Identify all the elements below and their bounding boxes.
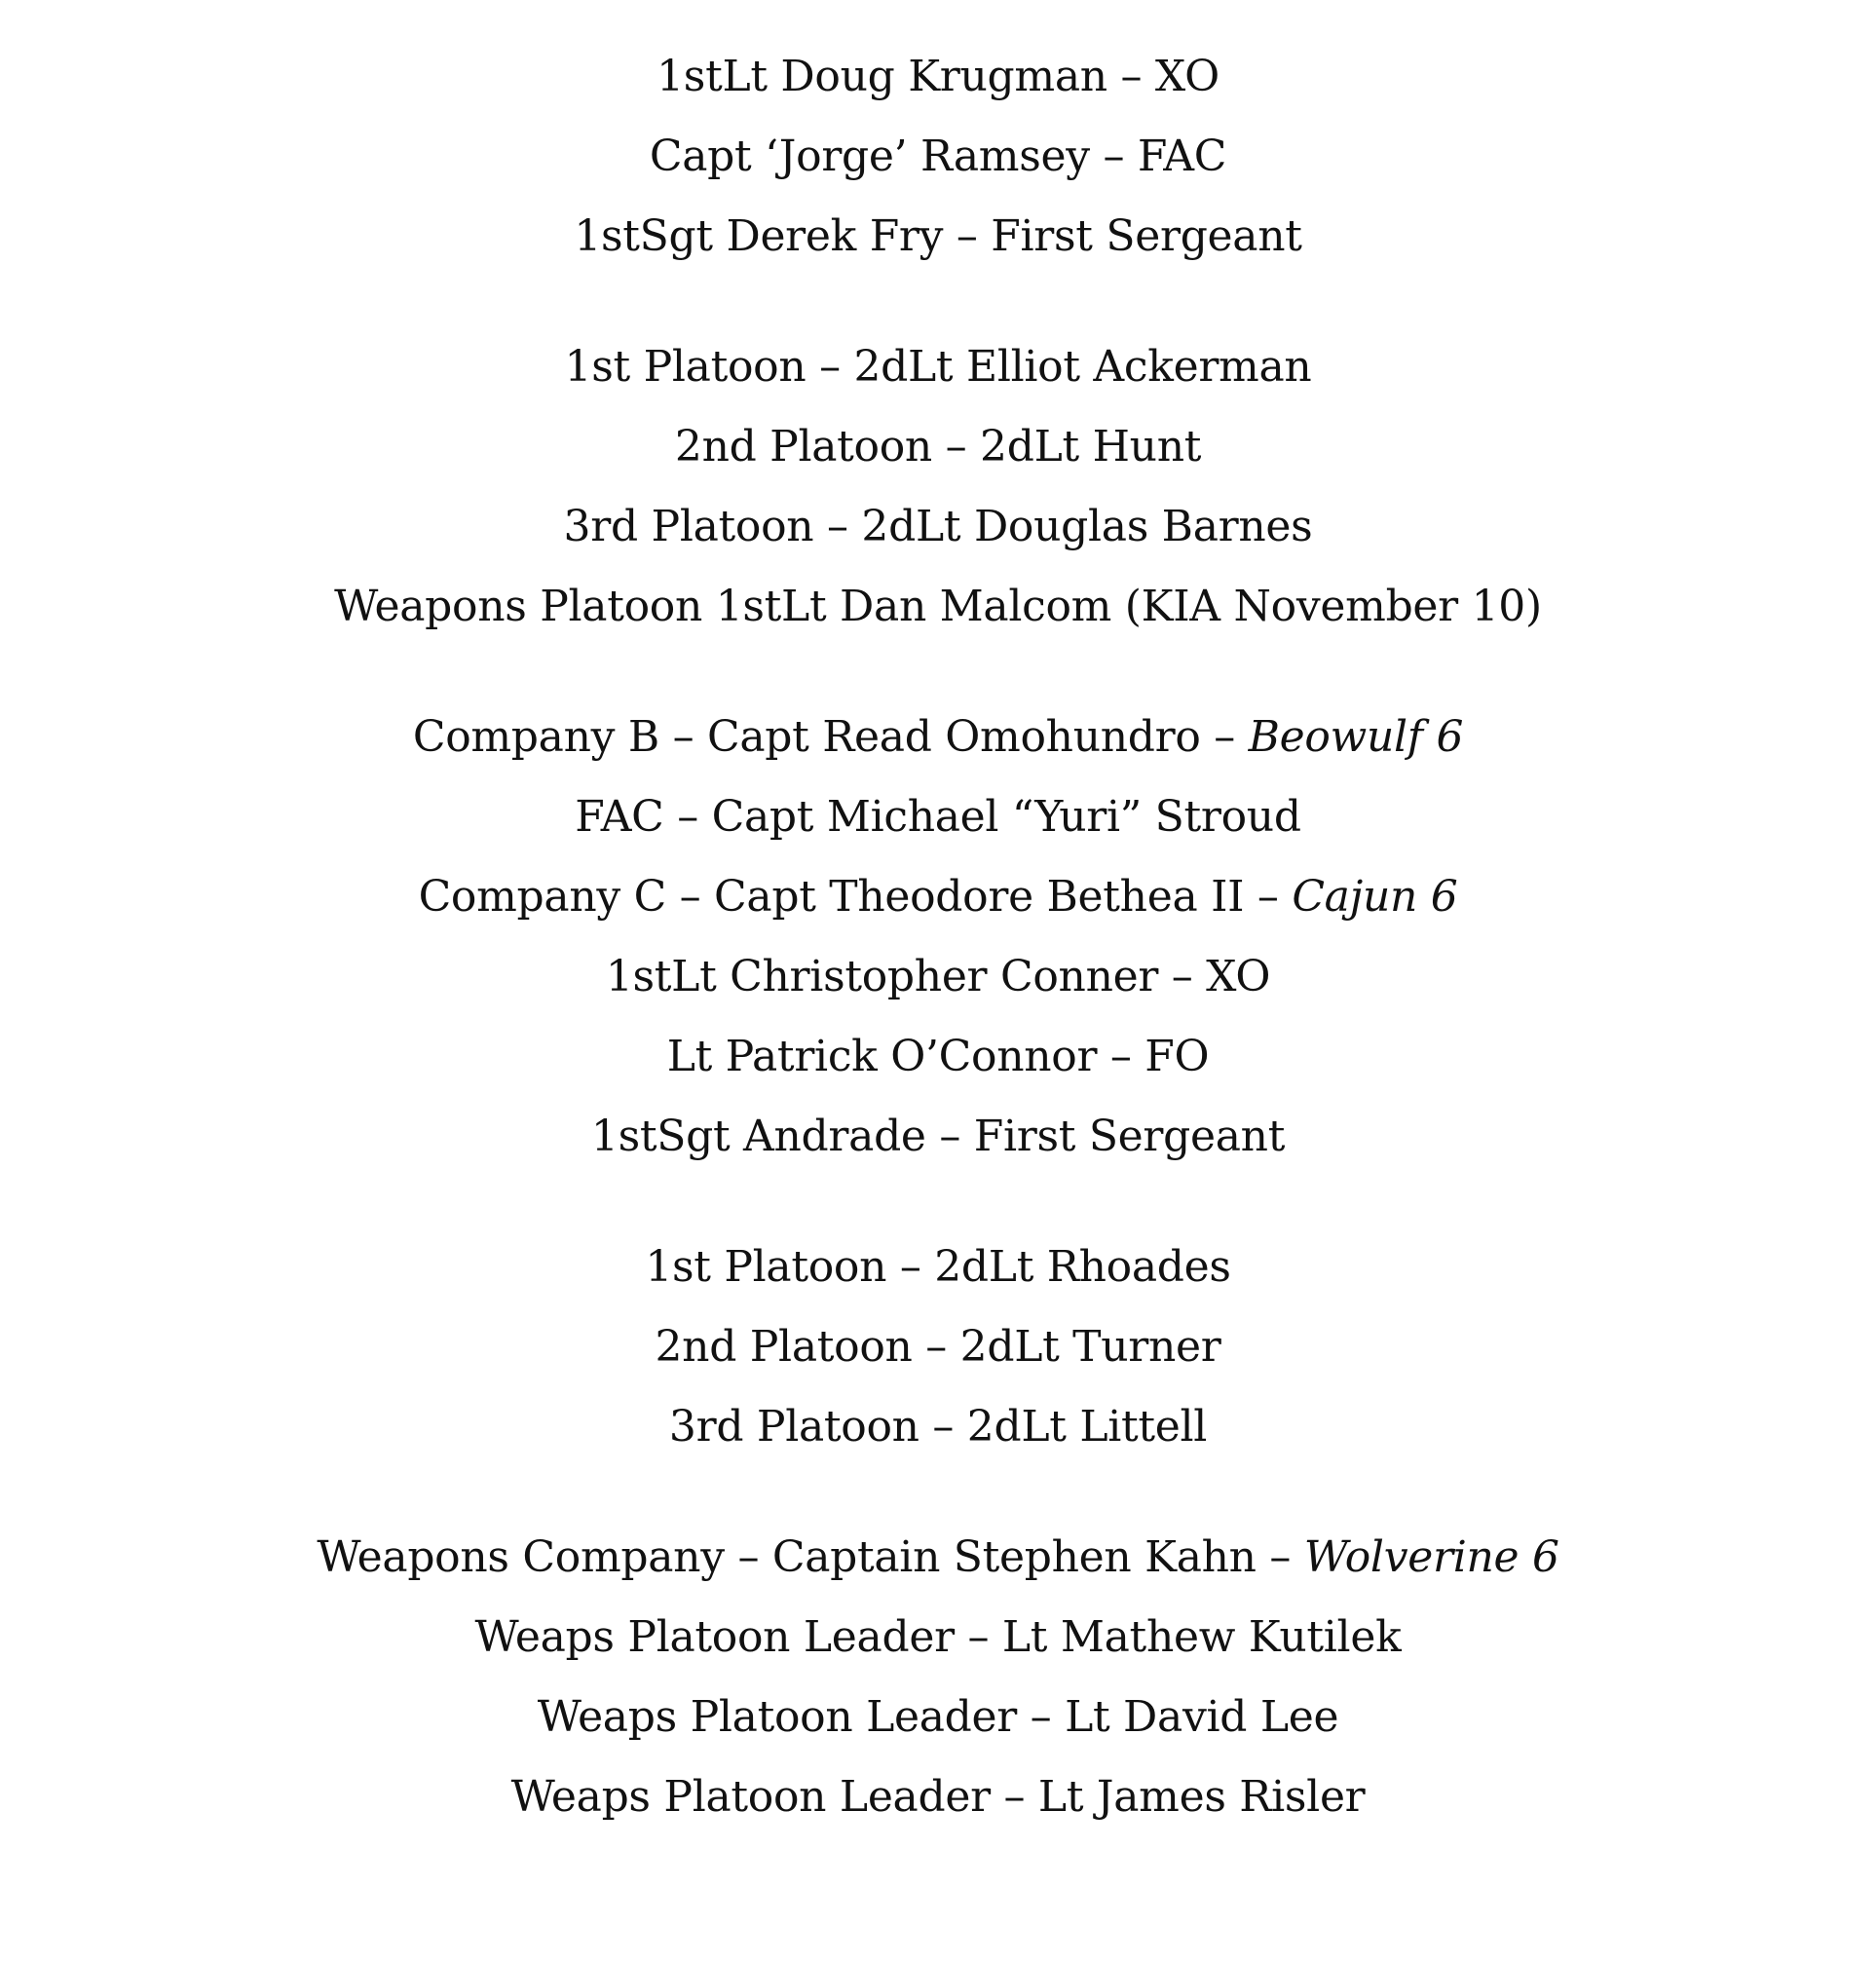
roster-line	[0, 1387, 1876, 1467]
roster-line	[0, 487, 1876, 567]
roster-text: Lt Patrick O’Connor – FO	[666, 1032, 1210, 1081]
roster-line	[0, 1518, 1876, 1598]
roster-line	[0, 698, 1876, 777]
roster-text: 3rd Platoon – 2dLt Douglas Barnes	[563, 502, 1313, 551]
roster-line	[0, 1307, 1876, 1387]
call-sign: Wolverine 6	[1303, 1532, 1559, 1582]
roster-group-company-c-platoons	[0, 1227, 1876, 1467]
roster-line	[0, 777, 1876, 857]
roster-text: 1st Platoon – 2dLt Elliot Ackerman	[564, 342, 1312, 392]
roster-text: 1st Platoon – 2dLt Rhoades	[645, 1242, 1231, 1292]
call-sign: Cajun 6	[1292, 872, 1458, 922]
roster-text: Weaps Platoon Leader – Lt James Risler	[510, 1772, 1366, 1822]
roster-group-company-a-staff	[0, 37, 1876, 277]
roster-line	[0, 857, 1876, 937]
roster-text: 3rd Platoon – 2dLt Littell	[668, 1402, 1208, 1452]
roster-text: 2nd Platoon – 2dLt Turner	[655, 1322, 1221, 1372]
roster-text: Weaps Platoon Leader – Lt Mathew Kutilek	[474, 1612, 1402, 1662]
roster-line	[0, 407, 1876, 487]
roster-line	[0, 37, 1876, 117]
roster-text: Weapons Platoon 1stLt Dan Malcom (KIA November 10)	[334, 582, 1542, 631]
roster-line	[0, 567, 1876, 647]
roster-text: 1stSgt Derek Fry – First Sergeant	[574, 211, 1302, 261]
roster-text: Weaps Platoon Leader – Lt David Lee	[537, 1692, 1339, 1742]
roster-line	[0, 1227, 1876, 1307]
roster-document	[0, 37, 1876, 1837]
roster-text: 1stLt Doug Krugman – XO	[657, 52, 1219, 101]
roster-line	[0, 327, 1876, 407]
call-sign: Beowulf 6	[1248, 712, 1464, 762]
roster-line	[0, 197, 1876, 277]
roster-text: 1stLt Christopher Conner – XO	[605, 952, 1271, 1001]
roster-line	[0, 117, 1876, 197]
roster-group-company-a-platoons	[0, 327, 1876, 647]
roster-line	[0, 1757, 1876, 1837]
roster-group-weapons-company	[0, 1518, 1876, 1837]
roster-text: Company C – Capt Theodore Bethea II –	[418, 872, 1293, 922]
roster-line	[0, 1678, 1876, 1757]
roster-text: FAC – Capt Michael “Yuri” Stroud	[575, 792, 1301, 842]
roster-line	[0, 1017, 1876, 1097]
roster-text: Capt ‘Jorge’ Ramsey – FAC	[649, 132, 1227, 181]
roster-line	[0, 1097, 1876, 1177]
roster-text: 1stSgt Andrade – First Sergeant	[590, 1112, 1286, 1161]
roster-line	[0, 937, 1876, 1017]
roster-text: Weapons Company – Captain Stephen Kahn –	[317, 1532, 1304, 1582]
roster-line	[0, 1598, 1876, 1678]
roster-text: 2nd Platoon – 2dLt Hunt	[674, 422, 1202, 472]
roster-text: Company B – Capt Read Omohundro –	[412, 712, 1249, 762]
roster-group-company-b-c	[0, 698, 1876, 1177]
